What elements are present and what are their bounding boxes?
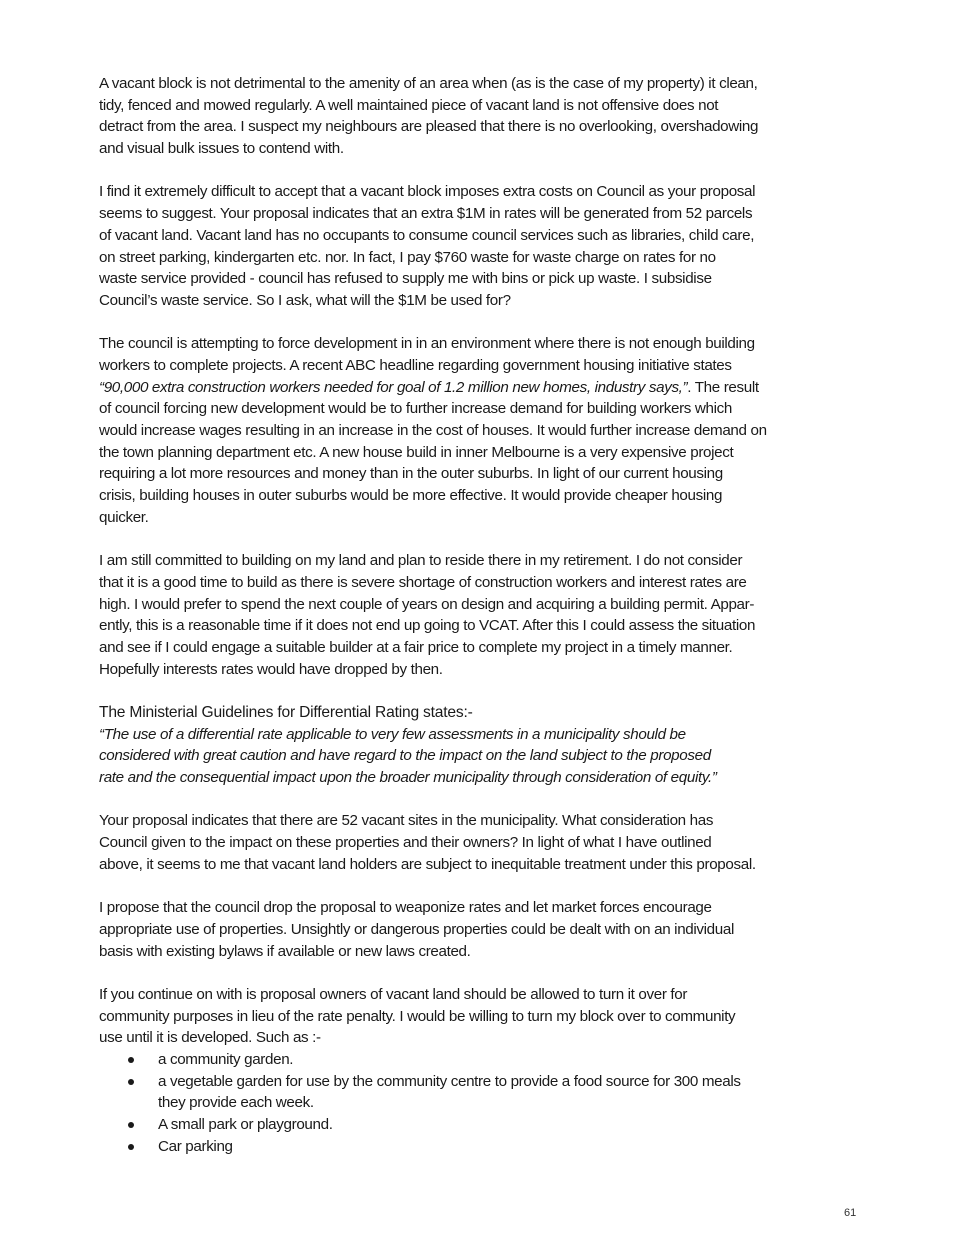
text-line: of vacant land. Vacant land has no occupants to consume council services such as libraries, child care, (99, 226, 755, 244)
text-line: appropriate use of properties. Unsightly or dangerous properties could be dealt with on an individual (99, 920, 734, 938)
text-line: basis with existing bylaws if available or new laws created. (99, 942, 471, 960)
paragraph-drop-proposal (99, 897, 861, 962)
list-item-text: they provide each week. (158, 1094, 314, 1112)
paragraph-community-use (99, 984, 861, 1158)
guidelines-quote-line: considered with great caution and have regard to the impact on the land subject to the proposed (99, 747, 711, 765)
text-line: I propose that the council drop the proposal to weaponize rates and let market forces encourage (99, 899, 712, 917)
text-line-with-quote (99, 377, 861, 399)
list-item (99, 1114, 861, 1136)
paragraph-committed (99, 550, 861, 680)
text-line: tidy, fenced and mowed regularly. A well maintained piece of vacant land is not offensive does not (99, 96, 719, 114)
text-line: workers to complete projects. A recent ABC headline regarding government housing initiative states (99, 356, 732, 374)
text-line: on street parking, kindergarten etc. nor. In fact, I pay $760 waste for waste charge on rates for no (99, 248, 716, 266)
text-line: quicker. (99, 508, 149, 526)
paragraph-gap (99, 312, 861, 334)
text-line: waste service provided - council has refused to supply me with bins or pick up waste. I subsidise (99, 270, 712, 288)
text-fragment: . The result (687, 378, 759, 396)
text-line: If you continue on with is proposal owners of vacant land should be allowed to turn it over for (99, 985, 688, 1003)
guidelines-quote-line: “The use of a differential rate applicable to very few assessments in a municipality should be (99, 725, 686, 743)
text-line: Your proposal indicates that there are 52 vacant sites in the municipality. What consideration has (99, 812, 714, 830)
community-use-list (99, 1049, 861, 1157)
bullet-icon (128, 1122, 134, 1128)
paragraph-gap (99, 528, 861, 550)
paragraph-force-development (99, 333, 861, 528)
text-line: ently, this is a reasonable time if it does not end up going to VCAT. After this I could assess the situation (99, 617, 756, 635)
text-line: Council given to the impact on these properties and their owners? In light of what I have outlined (99, 834, 712, 852)
text-line: The council is attempting to force development in in an environment where there is not enough building (99, 335, 755, 353)
abc-headline-quote: “90,000 extra construction workers needed for goal of 1.2 million new homes, industry says,” (99, 378, 688, 396)
text-line: above, it seems to me that vacant land holders are subject to inequitable treatment under this proposal. (99, 855, 756, 873)
bullet-icon (128, 1057, 134, 1063)
text-line: of council forcing new development would be to further increase demand for building workers which (99, 400, 732, 418)
list-item (99, 1049, 861, 1071)
list-item-text: Car parking (158, 1137, 233, 1155)
bullet-icon (128, 1079, 134, 1085)
text-line: the town planning department etc. A new house build in inner Melbourne is a very expensive project (99, 443, 734, 461)
text-line: crisis, building houses in outer suburbs would be more effective. It would provide cheaper housing (99, 487, 723, 505)
paragraph-gap (99, 962, 861, 984)
text-line: that it is a good time to build as there is severe shortage of construction workers and interest rates are (99, 573, 747, 591)
paragraph-gap (99, 875, 861, 897)
bullet-icon (128, 1144, 134, 1150)
list-item-text: a community garden. (158, 1050, 294, 1068)
text-line: use until it is developed. Such as :- (99, 1029, 321, 1047)
list-item (99, 1071, 861, 1114)
text-line: high. I would prefer to spend the next couple of years on design and acquiring a building permit. Appar- (99, 595, 755, 613)
paragraph-amenity (99, 73, 861, 160)
paragraph-vacant-sites (99, 810, 861, 875)
text-line: I find it extremely difficult to accept that a vacant block imposes extra costs on Council as your proposal (99, 183, 756, 201)
list-item (99, 1136, 861, 1158)
paragraph-extra-costs (99, 181, 861, 311)
text-line: I am still committed to building on my land and plan to reside there in my retirement. I do not consider (99, 552, 743, 570)
text-line: Council’s waste service. So I ask, what will the $1M be used for? (99, 291, 511, 309)
guidelines-quote-line: rate and the consequential impact upon the broader municipality through consideration of equity.” (99, 769, 717, 786)
text-line: A vacant block is not detrimental to the amenity of an area when (as is the case of my property) it clean, (99, 75, 758, 92)
guidelines-heading: The Ministerial Guidelines for Differential Rating states:- (99, 703, 473, 721)
paragraph-gap (99, 789, 861, 811)
text-line: community purposes in lieu of the rate penalty. I would be willing to turn my block over to community (99, 1007, 736, 1025)
text-line: Hopefully interests rates would have dropped by then. (99, 660, 443, 678)
paragraph-gap (99, 160, 861, 182)
document-page (99, 73, 861, 1157)
text-line: and visual bulk issues to contend with. (99, 140, 344, 158)
page-number: 61 (844, 1207, 857, 1219)
text-line: would increase wages resulting in an increase in the cost of houses. It would further increase demand on (99, 422, 767, 439)
text-line: and see if I could engage a suitable builder at a fair price to complete my project in a timely manner. (99, 638, 733, 656)
paragraph-gap (99, 680, 861, 702)
text-line: seems to suggest. Your proposal indicates that an extra $1M in rates will be generated from 52 parcels (99, 205, 753, 223)
list-item-text: A small park or playground. (158, 1116, 333, 1133)
text-line: detract from the area. I suspect my neighbours are pleased that there is no overlooking, overshadowing (99, 118, 759, 136)
paragraph-guidelines (99, 702, 861, 789)
text-line: requiring a lot more resources and money than in the outer suburbs. In light of our current housing (99, 465, 723, 483)
list-item-text: a vegetable garden for use by the community centre to provide a food source for 300 meals (158, 1072, 741, 1090)
